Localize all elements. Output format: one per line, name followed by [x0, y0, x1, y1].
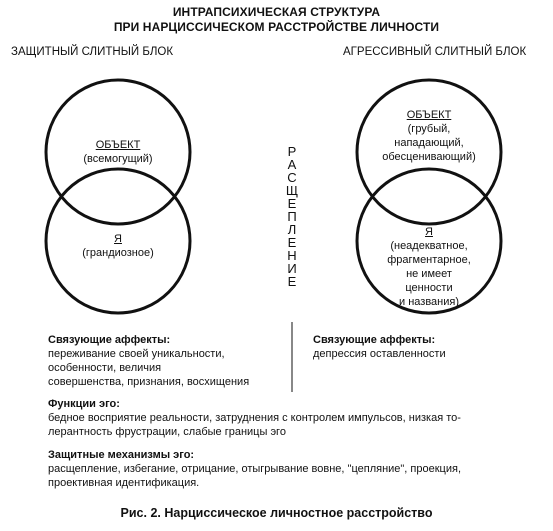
ego-functions-section — [48, 397, 528, 439]
right-self-title: Я — [425, 226, 433, 238]
ego-functions-line-2: лерантность фрустрации, слабые границы эго — [48, 426, 286, 438]
splitting-letter-11: Е — [287, 274, 297, 289]
figure-caption: Рис. 2. Нарциссическое личностное расстройство — [120, 506, 433, 520]
right-object-desc-1: (грубый, — [407, 123, 451, 135]
title-line-2: ПРИ НАРЦИССИЧЕСКОМ РАССТРОЙСТВЕ ЛИЧНОСТИ — [113, 20, 440, 34]
left-block-label: ЗАЩИТНЫЙ СЛИТНЫЙ БЛОК — [11, 46, 174, 58]
splitting-letter-10: И — [287, 261, 297, 276]
right-self-desc-2: фрагментарное, — [387, 254, 471, 266]
affects-right-section — [313, 333, 533, 361]
ego-functions-line-1: бедное восприятие реальности, затруднения с контролем импульсов, низкая то- — [48, 412, 461, 424]
defenses-line-1: расщепление, избегание, отрицание, отыгрывание вовне, "цепляние", проекция, — [48, 463, 461, 475]
right-block-label: АГРЕССИВНЫЙ СЛИТНЫЙ БЛОК — [343, 46, 527, 58]
splitting-letter-5: Е — [287, 196, 297, 211]
right-object-title: ОБЪЕКТ — [406, 109, 452, 121]
splitting-letter-6: П — [287, 209, 297, 224]
affects-left-line-3: совершенства, признания, восхищения — [48, 376, 250, 388]
splitting-letter-2: А — [287, 157, 297, 172]
right-self-desc-3: не имеет — [406, 268, 452, 280]
defenses-heading: Защитные механизмы эго: — [48, 449, 195, 461]
right-self-desc-5: и названия) — [399, 296, 459, 308]
left-self-title: Я — [114, 233, 122, 245]
splitting-letter-7: Л — [287, 222, 297, 237]
title-line-1: ИНТРАПСИХИЧЕСКАЯ СТРУКТУРА — [172, 5, 381, 19]
left-self-text — [58, 232, 178, 260]
affects-left-heading: Связующие аффекты: — [48, 334, 171, 346]
splitting-letter-3: С — [287, 170, 297, 185]
right-self-text — [364, 225, 494, 309]
left-self-desc-1: (грандиозное) — [82, 247, 154, 259]
ego-functions-heading: Функции эго: — [48, 398, 120, 410]
left-object-desc-1: (всемогущий) — [83, 153, 153, 165]
splitting-letter-9: Н — [287, 248, 297, 263]
affects-right-heading: Связующие аффекты: — [313, 334, 436, 346]
splitting-letter-8: Е — [287, 235, 297, 250]
affects-left-line-2: особенности, величия — [48, 362, 162, 374]
affects-right-line-1: депрессия оставленности — [313, 348, 446, 360]
left-object-text — [58, 138, 178, 166]
defenses-line-2: проективная идентификация. — [48, 477, 200, 489]
right-object-text — [364, 108, 494, 164]
right-self-desc-4: ценности — [405, 282, 453, 294]
right-object-desc-3: обесценивающий) — [382, 151, 476, 163]
defenses-section — [48, 448, 528, 490]
affects-left-line-1: переживание своей уникальности, — [48, 348, 225, 360]
affects-left-section — [48, 333, 288, 389]
splitting-letter-1: Р — [287, 144, 297, 159]
left-object-title: ОБЪЕКТ — [95, 139, 141, 151]
right-self-desc-1: (неадекватное, — [390, 240, 468, 252]
splitting-letter-4: Щ — [285, 183, 299, 198]
right-object-desc-2: нападающий, — [394, 137, 464, 149]
